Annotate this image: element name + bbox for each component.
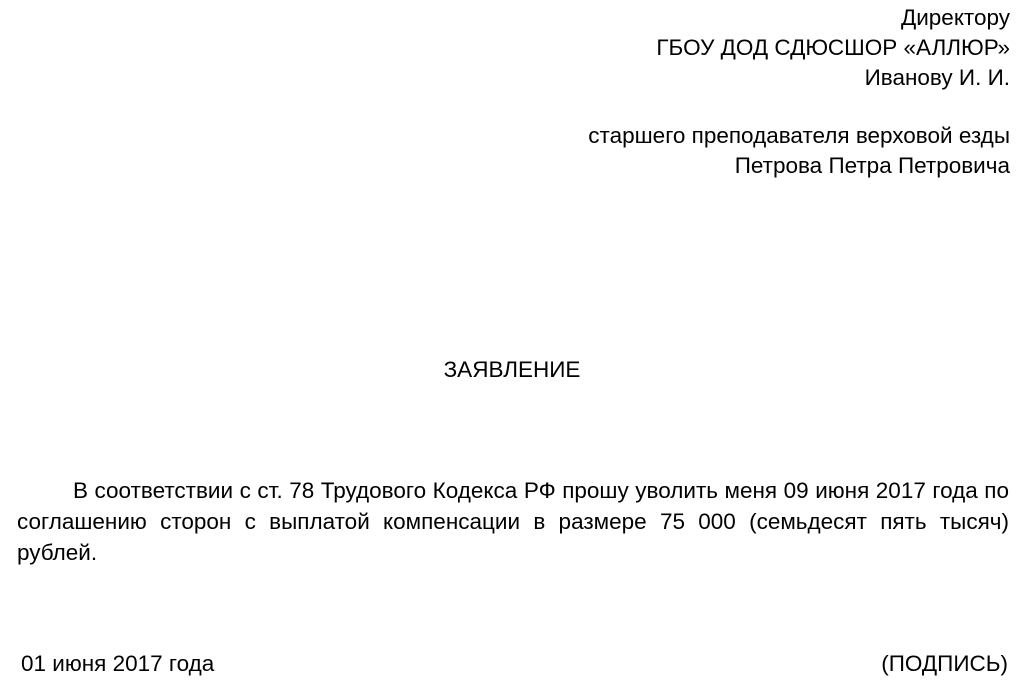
recipient-block <box>656 3 1010 93</box>
signature-placeholder: (ПОДПИСЬ) <box>881 651 1008 676</box>
document-body: В соответствии с ст. 78 Трудового Кодекса РФ прошу уволить меня 09 июня 2017 года по соглашению сторон с выплатой компенсации в размере 75 000 (семьдесят пять тысяч) рублей. <box>17 478 1009 565</box>
sender-block <box>588 121 1010 181</box>
sender-position: старшего преподавателя верховой езды <box>588 123 1010 148</box>
document-date: 01 июня 2017 года <box>21 651 215 676</box>
recipient-name: Иванову И. И. <box>864 65 1010 90</box>
recipient-organization: ГБОУ ДОД СДЮСШОР «АЛЛЮР» <box>656 35 1010 60</box>
document-title: ЗАЯВЛЕНИЕ <box>443 357 581 382</box>
sender-name: Петрова Петра Петровича <box>734 153 1010 178</box>
recipient-position: Директору <box>900 5 1010 30</box>
